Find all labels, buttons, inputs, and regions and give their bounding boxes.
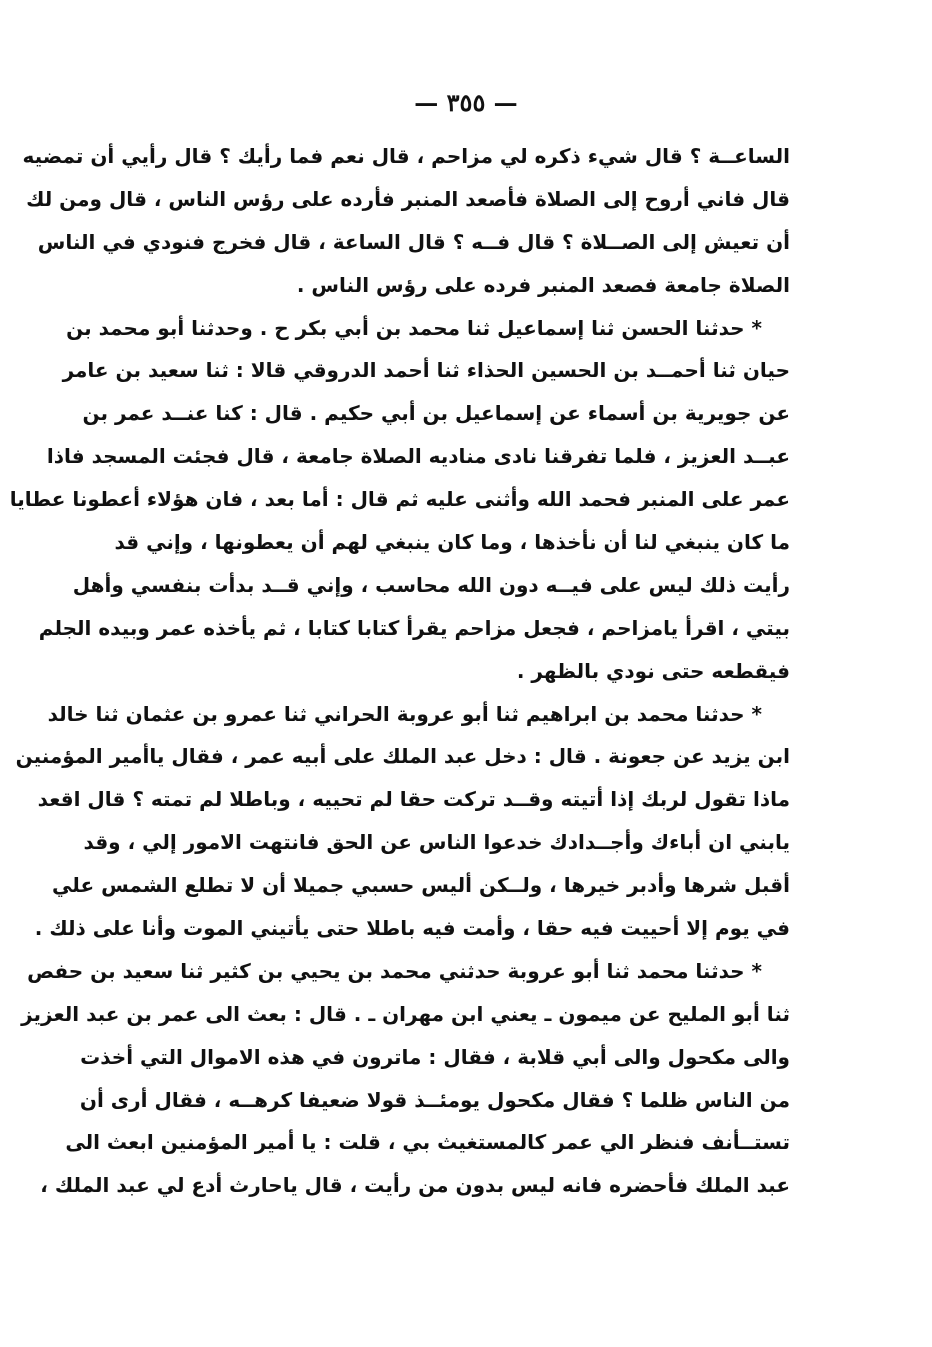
text-line: حيان ثنا أحمــد بن الحسين الحذاء ثنا أحمد الدروقي قالا : ثنا سعيد بن عامر: [62, 358, 790, 383]
text-line: أن تعيش إلى الصــلاة ؟ قال فــه ؟ قال الساعة ، قال فخرج فنودي في الناس: [37, 229, 790, 254]
text-line: فيقطعه حتى نودي بالظهر .: [516, 658, 790, 683]
text-line: ابن يزيد عن جعونة . قال : دخل عبد الملك على أبيه عمر ، فقال ياأمير المؤمنين: [15, 744, 790, 769]
text-line: عن جويرية بن أسماء عن إسماعيل بن أبي حكيم . قال : كنا عنــد عمر بن: [82, 401, 790, 426]
text-line: * حدثنا محمد ثنا أبو عروبة حدثني محمد بن يحيي بن كثير ثنا سعيد بن حفص: [27, 958, 762, 983]
text-line: أقبل شرها وأدبر خيرها ، ولــكن أليس حسبي جميلا أن لا تطلع الشمس علي: [52, 873, 790, 898]
text-line: يابني ان أباءك وأجــدادك خدعوا الناس عن الحق فانتهت الامور إلي ، وقد: [83, 830, 790, 855]
text-line: ماذا تقول لربك إذا أتيته وقــد تركت حقا لم تحييه ، وباطلا لم تمته ؟ قال اقعد: [37, 787, 790, 812]
body-text: [9, 135, 790, 1207]
text-line: الساعــة ؟ قال شيء ذكره لي مزاحم ، قال نعم فما رأيك ؟ قال رأيي أن تمضيه: [22, 144, 790, 168]
text-line: عبــد العزيز ، فلما تفرقنا نادى مناديه الصلاة جامعة ، قال فجئت المسجد فاذا: [46, 444, 790, 469]
text-line: رأيت ذلك ليس على فيــه دون الله محاسب ، وإني قــد بدأت بنفسي وأهل: [72, 572, 790, 597]
text-line: عمر على المنبر فحمد الله وأثنى عليه ثم قال : أما بعد ، فان هؤلاء أعطونا عطايا: [9, 487, 790, 512]
text-line: قال فاني أروح إلى الصلاة فأصعد المنبر فأرده على رؤس الناس ، قال ومن لك: [26, 186, 790, 211]
text-line: والى مكحول والى أبي قلابة ، فقال : ماترون في هذه الاموال التي أخذت: [80, 1044, 790, 1069]
text-line: * حدثنا محمد بن ابراهيم ثنا أبو عروبة الحراني ثنا عمرو بن عثمان ثنا خالد: [47, 701, 762, 726]
text-line: ثنا أبو المليح عن ميمون ـ يعني ابن مهران ـ . قال : بعث الى عمر بن عبد العزيز: [21, 1001, 790, 1026]
text-line: الصلاة جامعة فصعد المنبر فرده على رؤس الناس .: [296, 272, 790, 297]
text-line: * حدثنا الحسن ثنا إسماعيل ثنا محمد بن أبي بكر ح . وحدثنا أبو محمد بن: [66, 315, 762, 340]
page-number: — ٣٥٥ —: [414, 88, 518, 117]
text-line: بيتي ، اقرأ يامزاحم ، فجعل مزاحم يقرأ كتابا كتابا ، ثم يأخذه عمر وبيده الجلم: [38, 615, 790, 640]
text-line: تستــأنف فنظر الي عمر كالمستغيث بي ، قلت : يا أمير المؤمنين ابعث الى: [65, 1130, 790, 1155]
text-line: عبد الملك فأحضره فانه ليس بدون من رأيت ، قال ياحارث أدع لي عبد الملك ،: [40, 1173, 790, 1198]
text-line: في يوم إلا أحييت فيه حقا ، وأمت فيه باطلا حتى يأتيني الموت وأنا على ذلك .: [34, 916, 790, 941]
text-line: من الناس ظلما ؟ فقال مكحول يومئــذ قولا ضعيفا كرهــه ، فقال أرى أن: [79, 1087, 790, 1112]
text-line: ما كان ينبغي لنا أن نأخذها ، وما كان ينبغي لهم أن يعطونها ، وإني قد: [114, 530, 790, 555]
